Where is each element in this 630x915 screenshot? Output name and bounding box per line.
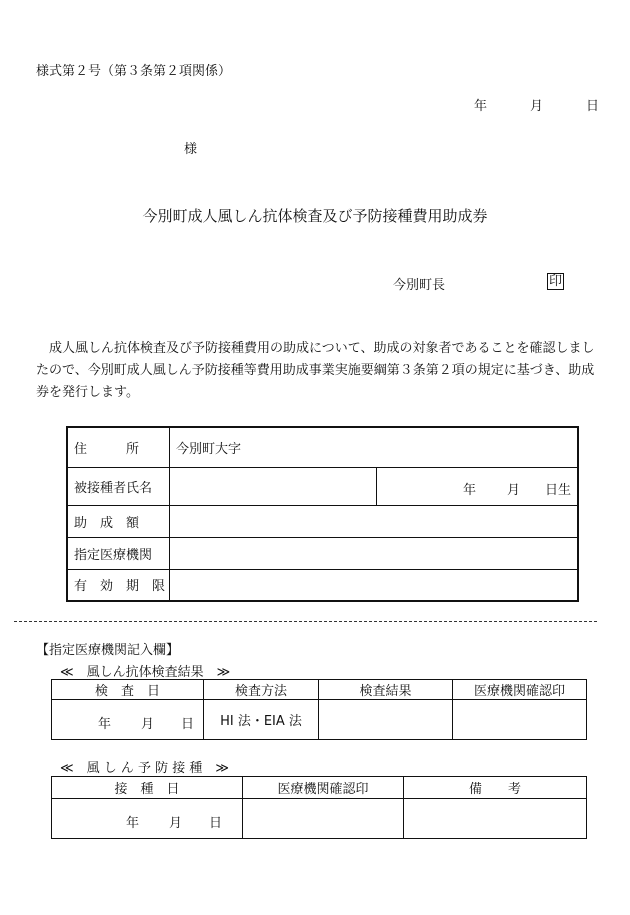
antibody-heading: ≪ 風しん抗体検査結果 ≫ xyxy=(60,665,231,680)
addressee-suffix: 様 xyxy=(184,142,198,157)
vaccination-notes-field[interactable] xyxy=(404,799,587,839)
antibody-method: HI 法・EIA 法 xyxy=(204,700,319,740)
vaccination-day: 日 xyxy=(209,816,223,831)
form-number: 様式第２号（第３条第２項関係） xyxy=(36,64,232,79)
antibody-day: 日 xyxy=(181,717,195,732)
vaccination-header-stamp: 医療機関確認印 xyxy=(243,777,404,799)
voucher-info-table xyxy=(66,426,579,602)
vaccination-year: 年 xyxy=(126,816,140,831)
vaccination-heading: ≪ 風 し ん 予 防 接 種 ≫ xyxy=(60,761,230,776)
name-label: 被接種者氏名 xyxy=(67,467,170,505)
date-month: 月 xyxy=(530,99,544,114)
birthdate-field[interactable] xyxy=(377,467,579,505)
amount-row xyxy=(67,505,578,537)
name-row xyxy=(67,467,578,505)
amount-field[interactable] xyxy=(170,505,579,537)
antibody-month: 月 xyxy=(141,717,155,732)
body-text: 成人風しん抗体検査及び予防接種費用の助成について、助成の対象者であることを確認しましたので、今別町成人風しん予防接種等費用助成事業実施要綱第３条第２項の規定に基づき、助成券を発行します。 xyxy=(36,341,595,400)
antibody-date-field[interactable] xyxy=(52,700,204,740)
medical-section-heading: 【指定医療機関記入欄】 xyxy=(36,643,180,658)
antibody-header-row xyxy=(52,680,587,700)
address-value: 今別町大字 xyxy=(170,427,579,467)
antibody-result-field[interactable] xyxy=(319,700,453,740)
validity-label: 有 効 期 限 xyxy=(67,569,170,601)
name-field[interactable] xyxy=(170,467,377,505)
antibody-year: 年 xyxy=(98,717,112,732)
vaccination-month: 月 xyxy=(169,816,183,831)
birth-month: 月 xyxy=(507,482,521,498)
date-day: 日 xyxy=(586,99,600,114)
antibody-header-result: 検査結果 xyxy=(319,680,453,700)
address-row xyxy=(67,427,578,467)
validity-field[interactable] xyxy=(170,569,579,601)
antibody-table xyxy=(51,679,587,740)
vaccination-table xyxy=(51,776,587,839)
institution-field[interactable] xyxy=(170,537,579,569)
vaccination-header-notes: 備 考 xyxy=(404,777,587,799)
validity-row xyxy=(67,569,578,601)
antibody-header-date: 検 査 日 xyxy=(52,680,204,700)
document-title: 今別町成人風しん抗体検査及び予防接種費用助成券 xyxy=(142,207,488,225)
vaccination-header-row xyxy=(52,777,587,799)
vaccination-entry-row xyxy=(52,799,587,839)
birth-year: 年 xyxy=(463,482,477,498)
cut-line xyxy=(14,621,597,622)
antibody-stamp-field[interactable] xyxy=(453,700,587,740)
issuer-name: 今別町長 xyxy=(393,278,446,293)
vaccination-header-date: 接 種 日 xyxy=(52,777,243,799)
antibody-header-method: 検査方法 xyxy=(204,680,319,700)
institution-row xyxy=(67,537,578,569)
seal-mark: 印 xyxy=(549,274,563,289)
amount-label: 助 成 額 xyxy=(67,505,170,537)
birth-day: 日生 xyxy=(545,482,572,498)
vaccination-date-field[interactable] xyxy=(52,799,243,839)
antibody-entry-row xyxy=(52,700,587,740)
institution-label: 指定医療機関 xyxy=(67,537,170,569)
vaccination-stamp-field[interactable] xyxy=(243,799,404,839)
antibody-header-stamp: 医療機関確認印 xyxy=(453,680,587,700)
address-label: 住 所 xyxy=(67,427,170,467)
date-year: 年 xyxy=(474,99,488,114)
